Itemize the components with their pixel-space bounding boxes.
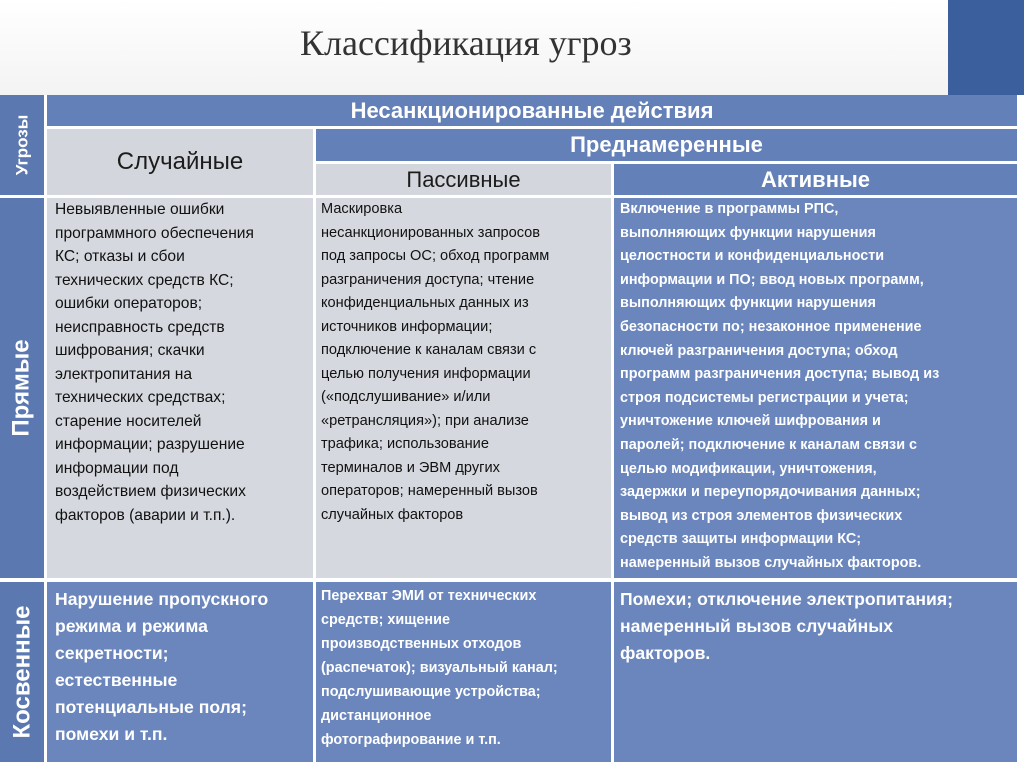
header-intentional: Преднамеренные — [316, 129, 1017, 161]
corner-accent-block — [948, 0, 1024, 95]
header-unauthorized-actions: Несанкционированные действия — [47, 95, 1017, 126]
header-accidental: Случайные — [47, 129, 313, 195]
cell-direct-active: Включение в программы РПС, выполняющих функции нарушения целостности и конфиденциальности информации и ПО; ввод новых программ, выполняющих функции нарушения безопасности по; незаконное применение ключей разграничения доступа; обход программ разграничения доступа; вывод из строя подсистемы регистрации и учета; уничтожение ключей шифрования и паролей; подключение к каналам связи с целью модификации, уничтожения, задержки и переупорядочивания данных; вывод из строя элементов физических средств защиты информации КС; намеренный вызов случайных факторов. — [614, 198, 1017, 578]
page-title: Классификация угроз — [300, 23, 632, 63]
cell-indirect-accidental: Нарушение пропускного режима и режима секретности; естественные потенциальные поля; помехи и т.п. — [47, 582, 313, 762]
cell-direct-passive: Маскировка несанкционированных запросов под запросы ОС; обход программ разграничения доступа; чтение конфиденциальных данных из источников информации; подключение к каналам связи с целью получения информации («подслушивание» и/или «ретрансляция»); при анализе трафика; использование терминалов и ЭВМ других операторов; намеренный вызов случайных факторов — [316, 198, 611, 578]
header-passive: Пассивные — [316, 164, 611, 195]
side-label-direct: Прямые — [0, 198, 44, 578]
cell-indirect-passive: Перехват ЭМИ от технических средств; хищение производственных отходов (распечаток); визуальный канал; подслушивающие устройства; дистанционное фотографирование и т.п. — [316, 582, 611, 762]
side-label-threats: Угрозы — [0, 95, 44, 195]
side-label-indirect: Косвенные — [0, 582, 44, 762]
cell-direct-accidental: Невыявленные ошибки программного обеспечения КС; отказы и сбои технических средств КС; ошибки операторов; неисправность средств шифрования; скачки электропитания на технических средствах; старение носителей информации; разрушение информации под воздействием физических факторов (аварии и т.п.). — [47, 198, 313, 578]
header-active: Активные — [614, 164, 1017, 195]
cell-indirect-active: Помехи; отключение электропитания; намеренный вызов случайных факторов. — [614, 582, 1017, 762]
